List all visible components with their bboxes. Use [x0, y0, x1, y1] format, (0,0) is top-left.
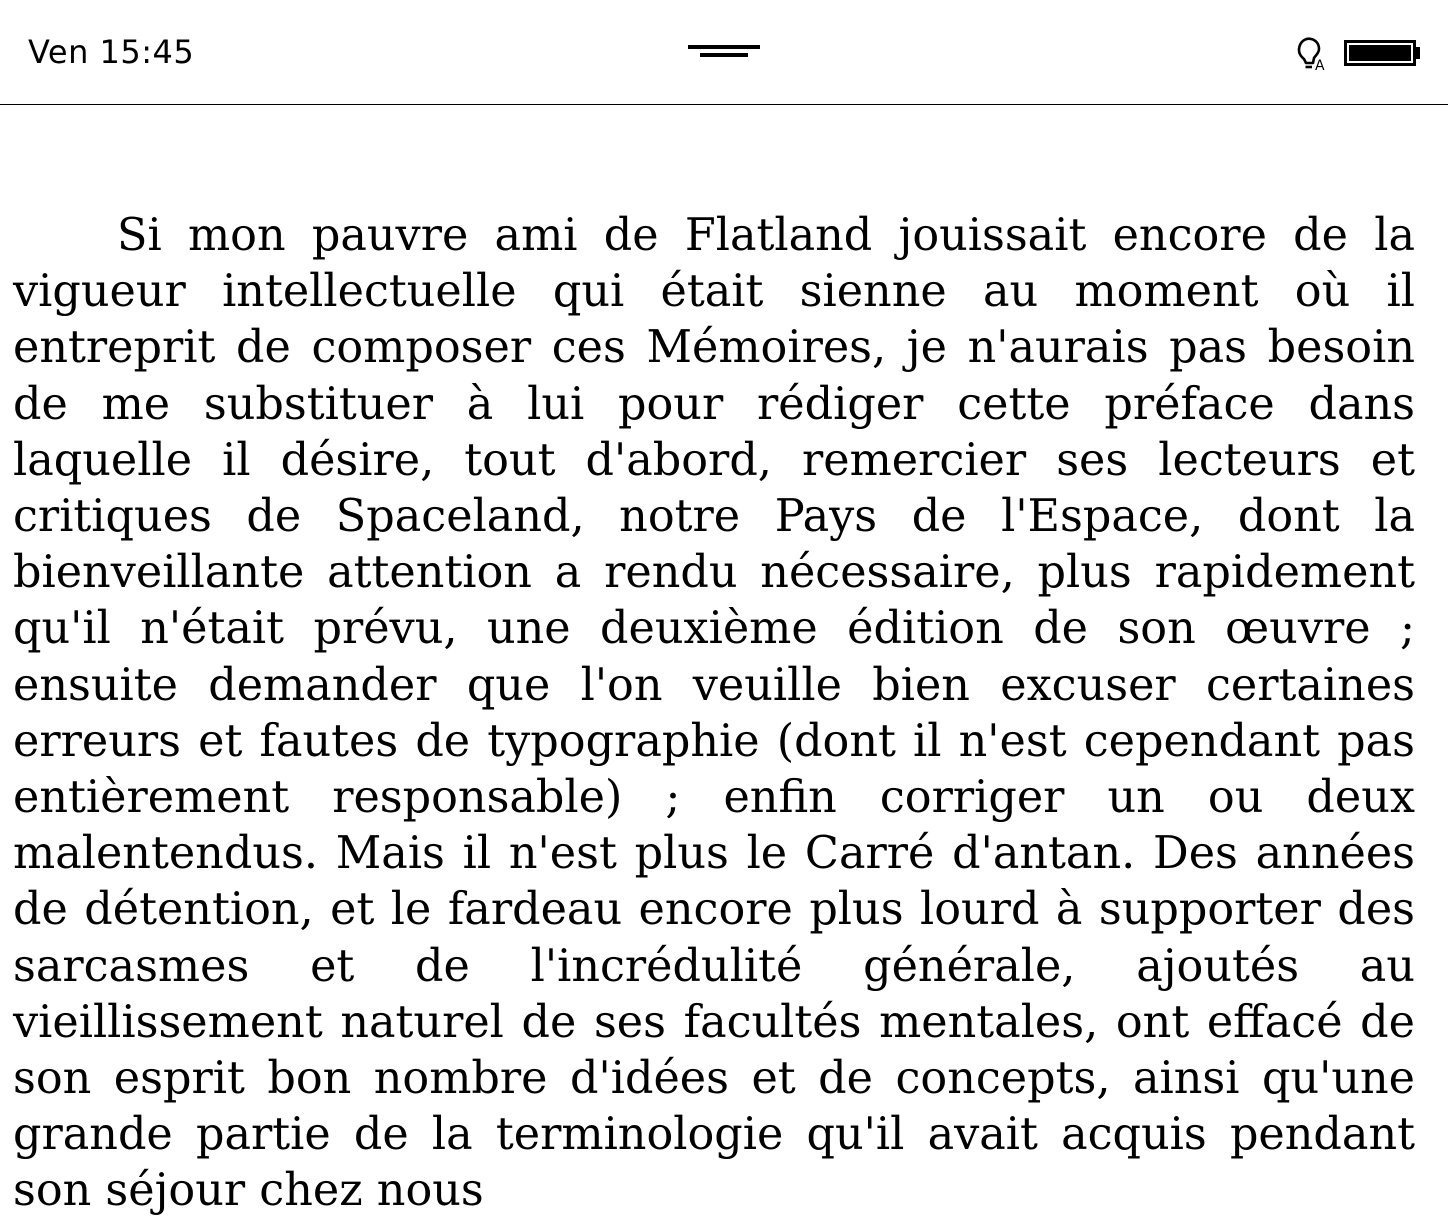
status-bar — [0, 0, 1448, 105]
book-paragraph: Si mon pauvre ami de Flatland jouissait encore de la vigueur intellectuelle qui était sienne au moment où il entreprit de composer ces Mémoires, je n'aurais pas besoin de me substituer à lui pour rédiger cette préface dans laquelle il désire, tout d'abord, remercier ses lecteurs et critiques de Spaceland, notre Pays de l'Espace, dont la bienveillante attention a rendu nécessaire, plus rapidement qu'il n'était prévu, une deuxième édition de son œuvre ; ensuite demander que l'on veuille bien excuser certaines erreurs et fautes de typographie (dont il n'est cependant pas entièrement responsable) ; enfin corriger un ou deux malentendus. Mais il n'est plus le Carré d'antan. Des années de détention, et le fardeau encore plus lourd à supporter des sarcasmes et de l'incrédulité générale, ajoutés au vieillissement naturel de ses facultés mentales, ont effacé de son esprit bon nombre d'idées et de concepts, ainsi qu'une grande partie de la terminologie qu'il avait acquis pendant son séjour chez nous — [13, 210, 1415, 1217]
menu-handle-line-top — [688, 45, 760, 49]
menu-handle-icon[interactable] — [688, 44, 760, 60]
menu-handle-line-bottom — [700, 53, 748, 57]
auto-light-letter: A — [1315, 58, 1325, 74]
battery-level-fill — [1349, 45, 1411, 61]
clock: Ven 15:45 — [28, 33, 195, 71]
reading-page[interactable] — [13, 208, 1415, 1217]
auto-light-bulb-icon[interactable] — [1294, 36, 1330, 72]
battery-full-icon[interactable] — [1344, 40, 1422, 66]
